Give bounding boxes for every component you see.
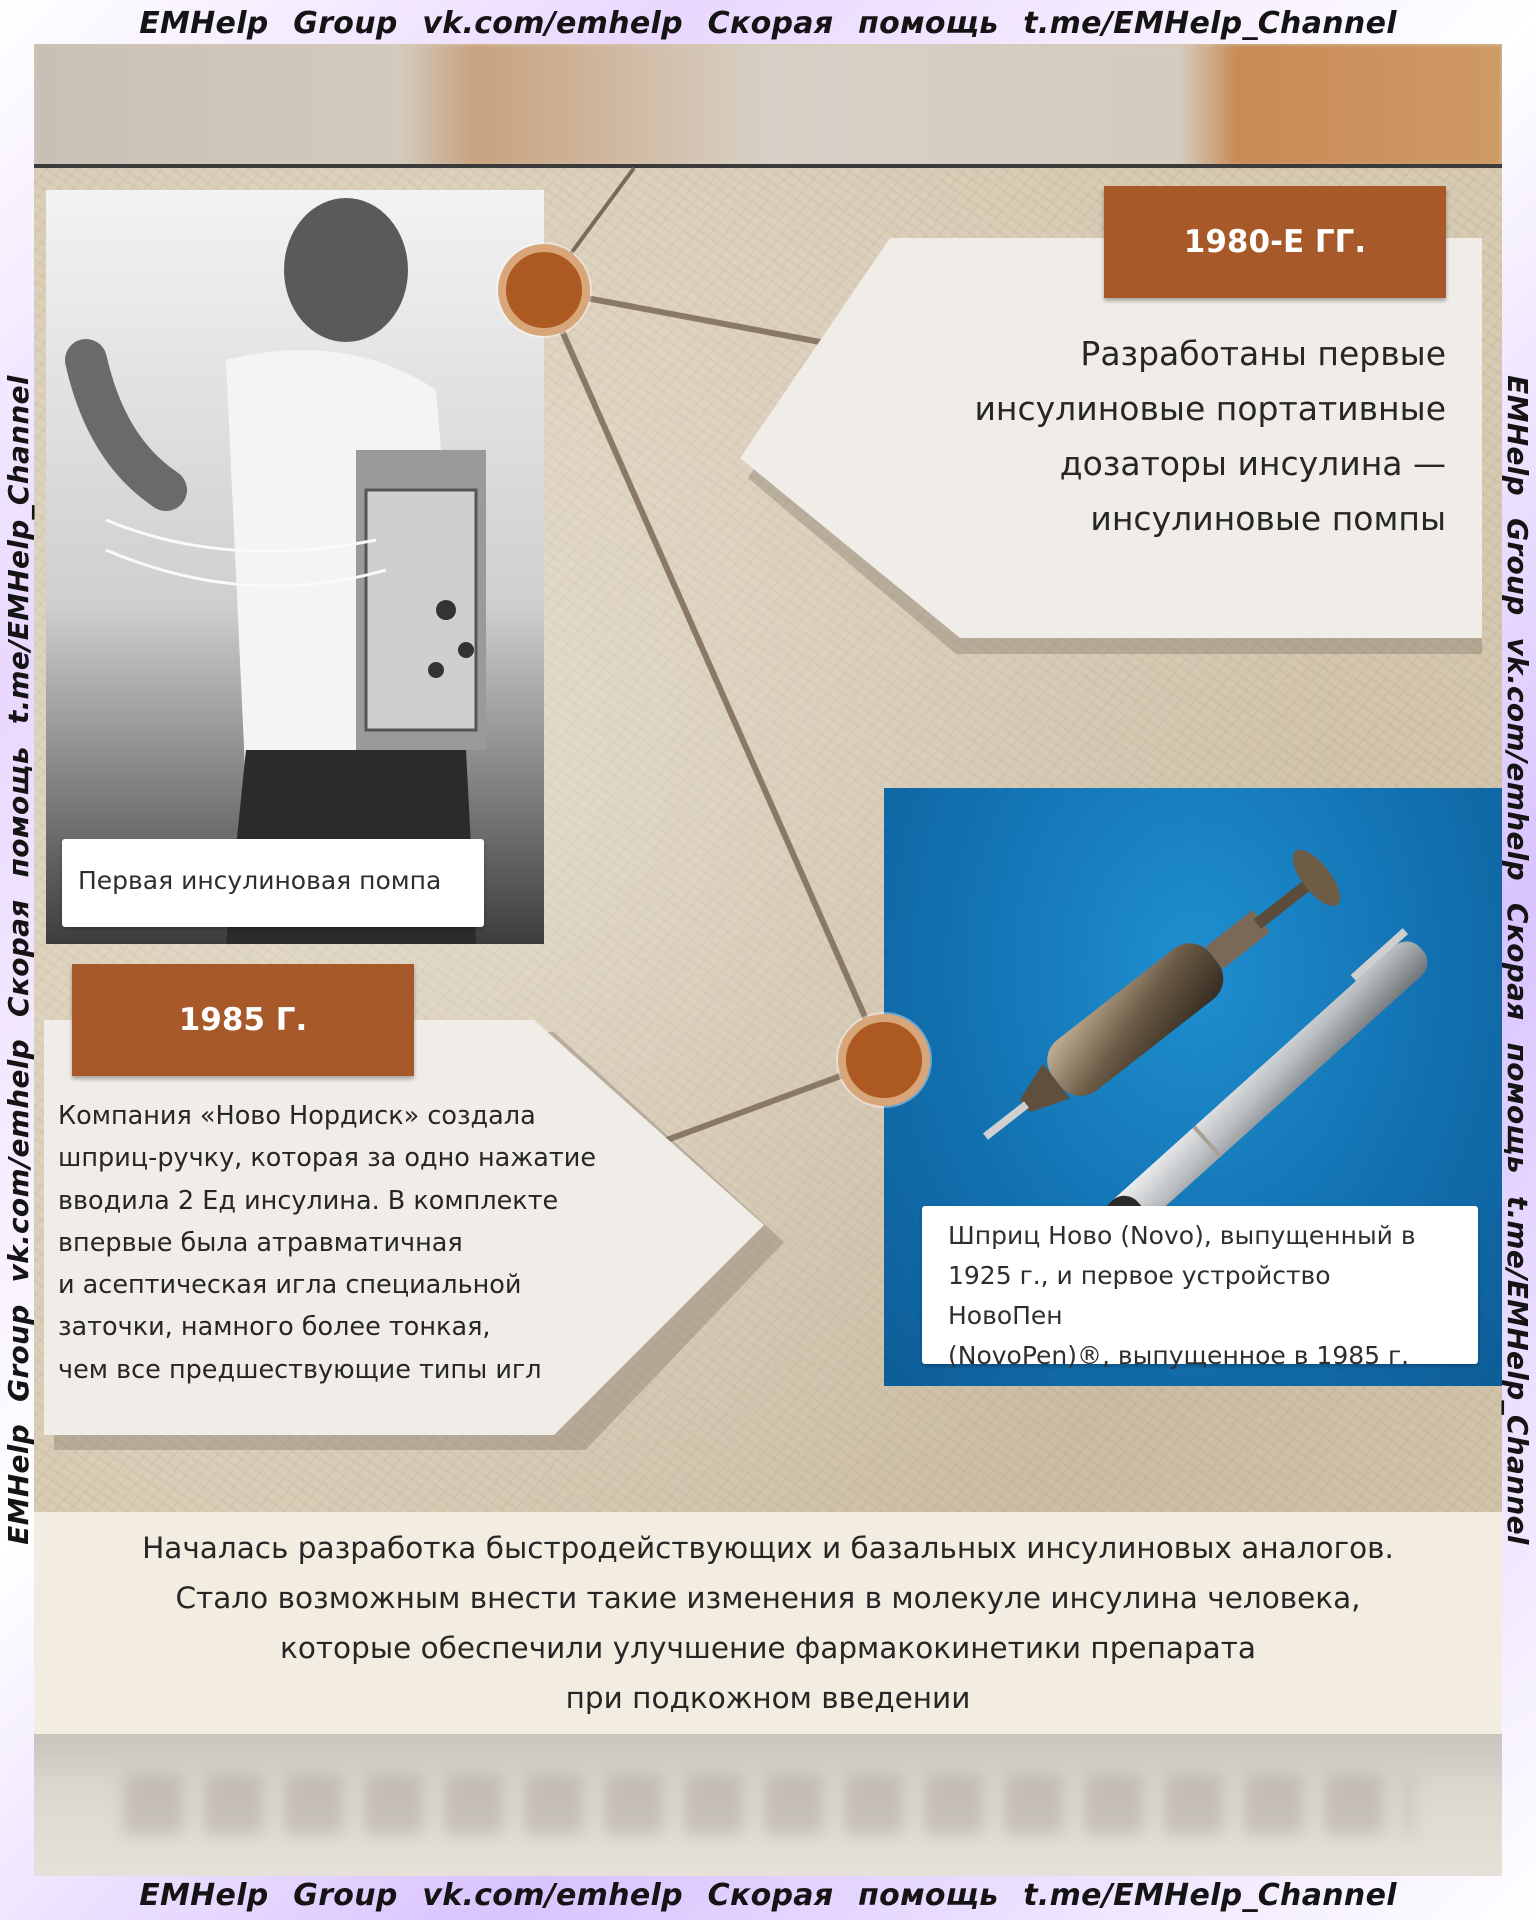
event-text-line: вводила 2 Ед инсулина. В комплекте [58,1185,559,1216]
event-text-line: Компания «Ново Нордиск» создала [58,1101,536,1131]
summary-line: которые обеспечили улучшение фармакокинетики препарата [280,1631,1256,1665]
timeline-node-1980s [498,244,590,336]
watermark-right: EMHelp Group vk.com/emhelp Скорая помощь t.me/EMHelp_Channel [1501,375,1534,1545]
event-text-1985 [58,1095,678,1391]
summary-line: Стало возможным внести такие изменения в молекуле инсулина человека, [175,1581,1361,1615]
event-text-line: дозаторы инсулина — [1059,444,1446,483]
event-text-line: Разработаны первые [1080,334,1446,373]
event-text-line: чем все предшествующие типы игл [58,1354,542,1385]
timeline-node-1985 [838,1014,930,1106]
watermark-left: EMHelp Group vk.com/emhelp Скорая помощь t.me/EMHelp_Channel [2,375,35,1545]
infographic-frame [34,44,1502,1876]
pump-caption: Первая инсулиновая помпа [62,839,484,927]
caption-line: (NovoPen)®, выпущенное в 1985 г. [948,1341,1410,1370]
pump-photo [46,190,544,944]
novopen-caption [922,1206,1478,1370]
event-text-line: инсулиновые помпы [1090,499,1446,538]
event-text-line: заточки, намного более тонкая, [58,1312,491,1343]
caption-line: 1925 г., и первое устройство НовоПен [948,1261,1331,1330]
caption-line: Шприц Ново (Novo), выпущенный в [948,1221,1416,1250]
date-badge-1985: 1985 Г. [72,964,414,1076]
summary-text [142,1523,1394,1723]
summary-line: Началась разработка быстродействующих и базальных инсулиновых аналогов. [142,1531,1394,1565]
date-badge-1980s: 1980-Е ГГ. [1104,186,1446,298]
event-text-line: и асептическая игла специальной [58,1270,522,1301]
event-text-line: впервые была атравматичная [58,1227,463,1258]
event-text-line: шприц-ручку, которая за одно нажатие [58,1143,597,1174]
pump-illustration [46,190,544,944]
summary-line: при подкожном введении [565,1681,971,1715]
summary-band [34,1512,1502,1734]
event-text-1980s [794,326,1446,546]
event-text-line: инсулиновые портативные [974,389,1446,428]
watermark-bottom: EMHelp Group vk.com/emhelp Скорая помощь t.me/EMHelp_Channel [139,1878,1397,1913]
bottom-blurred-strip [34,1734,1502,1876]
watermark-top: EMHelp Group vk.com/emhelp Скорая помощь t.me/EMHelp_Channel [139,6,1397,41]
